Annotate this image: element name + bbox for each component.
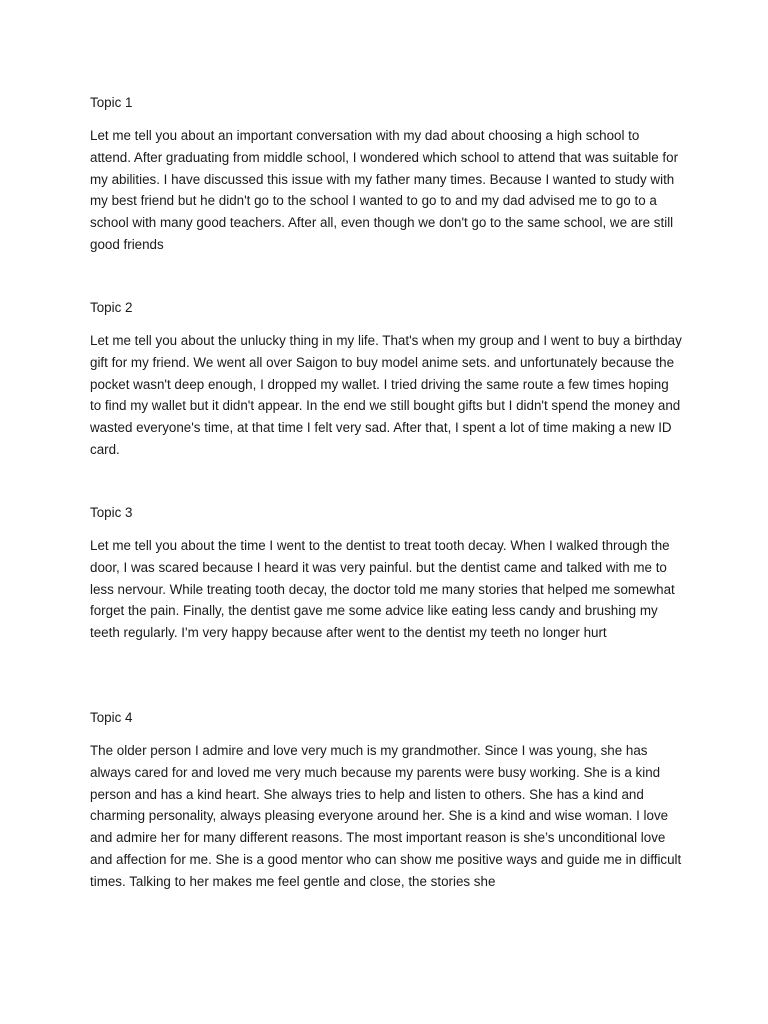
topic-1-body: Let me tell you about an important conversation with my dad about choosing a high school to attend. After graduating from middle school, I wondered which school to attend that was suitable for my abilities. I have discussed this issue with my father many times. Because I wanted to study with my best friend but he didn't go to the school I wanted to go to and my dad advised me to go to a school with many good teachers. After all, even though we don't go to the same school, we are still good friends xyxy=(90,128,679,252)
topic-2-section xyxy=(90,299,682,461)
topic-2-body: Let me tell you about the unlucky thing in my life. That's when my group and I went to buy a birthday gift for my friend. We went all over Saigon to buy model anime sets. and unfortunately because the pocket wasn't deep enough, I dropped my wallet. I tried driving the same route a few times hoping to find my wallet but it didn't appear. In the end we still bought gifts but I didn't spend the money and wasted everyone's time, at that time I felt very sad. After that, I spent a lot of time making a new ID card. xyxy=(90,333,682,457)
topic-2-heading: Topic 2 xyxy=(90,300,133,315)
topic-4-section xyxy=(90,709,682,893)
topic-3-heading: Topic 3 xyxy=(90,505,133,520)
topic-3-body: Let me tell you about the time I went to the dentist to treat tooth decay. When I walked through the door, I was scared because I heard it was very painful. but the dentist came and talked with me to less nervour. While treating tooth decay, the doctor told me many stories that helped me somewhat forget the pain. Finally, the dentist gave me some advice like eating less candy and brushing my teeth regularly. I'm very happy because after went to the dentist my teeth no longer hurt xyxy=(90,538,675,641)
topic-4-heading: Topic 4 xyxy=(90,710,133,725)
topic-4-body: The older person I admire and love very much is my grandmother. Since I was young, she has always cared for and loved me very much because my parents were busy working. She is a kind person and has a kind heart. She always tries to help and listen to others. She has a kind and charming personality, always pleasing everyone around her. She is a kind and wise woman. I love and admire her for many different reasons. The most important reason is she’s unconditional love and affection for me. She is a good mentor who can show me positive ways and guide me in difficult times. Talking to her makes me feel gentle and close, the stories she xyxy=(90,743,682,889)
topic-1-heading: Topic 1 xyxy=(90,95,133,110)
topic-1-section xyxy=(90,94,682,256)
topic-3-section xyxy=(90,504,682,644)
